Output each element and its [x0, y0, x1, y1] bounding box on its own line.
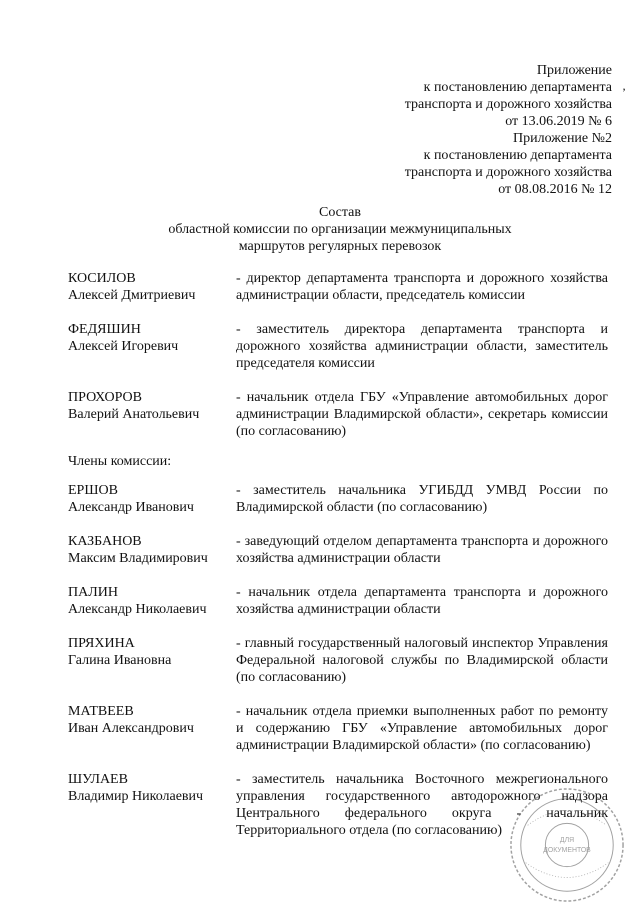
- member-role: - главный государственный налоговый инспектор Управления Федеральной налоговой службы по Владимирской области (по согласованию): [236, 636, 608, 685]
- member-name: [68, 584, 236, 618]
- member-given-name: Алексей Дмитриевич: [68, 288, 196, 303]
- member-surname: ЕРШОВ: [68, 483, 118, 498]
- header-line: к постановлению департамента: [423, 80, 612, 95]
- member-role: - заместитель директора департамента транспорта и дорожного хозяйства администрации области, заместитель председателя комиссии: [236, 322, 608, 371]
- member-name: [68, 533, 236, 567]
- member-role: - начальник отдела департамента транспорта и дорожного хозяйства администрации области: [236, 585, 608, 617]
- member-surname: ШУЛАЕВ: [68, 772, 128, 787]
- member-role: - директор департамента транспорта и дорожного хозяйства администрации области, председатель комиссии: [236, 271, 608, 303]
- header-line: транспорта и дорожного хозяйства: [404, 165, 612, 180]
- member-role: - заместитель начальника УГИБДД УМВД России по Владимирской области (по согласованию): [236, 483, 608, 515]
- header-line: Приложение №2: [513, 131, 612, 146]
- seal-stamp: [508, 786, 626, 904]
- member-surname: КОСИЛОВ: [68, 271, 136, 286]
- header-line: от 08.08.2016 № 12: [498, 182, 612, 197]
- header-line: к постановлению департамента: [423, 148, 612, 163]
- title-line: областной комиссии по организации межмуниципальных: [168, 222, 512, 237]
- commission-list: [68, 270, 608, 856]
- member-given-name: Владимир Николаевич: [68, 789, 204, 804]
- members-heading: Члены комиссии:: [68, 454, 172, 469]
- header-line: от 13.06.2019 № 6: [505, 114, 612, 129]
- header-line: Приложение: [536, 63, 612, 78]
- member-given-name: Максим Владимирович: [68, 551, 208, 566]
- member-surname: ПАЛИН: [68, 585, 118, 600]
- member-row: [68, 703, 608, 754]
- svg-text:ДЛЯ: ДЛЯ: [559, 837, 575, 845]
- title-line: маршрутов регулярных перевозок: [238, 239, 442, 254]
- member-row: [68, 270, 608, 304]
- member-role: - заместитель начальника Восточного межрегионального управления государственного автодорожного надзора Центрального федерального округа - начальник Территориального отдела (по согласованию): [236, 772, 608, 838]
- member-name: [68, 482, 236, 516]
- member-row: [68, 584, 608, 618]
- member-given-name: Александр Николаевич: [68, 602, 207, 617]
- member-row: [68, 533, 608, 567]
- member-name: [68, 389, 236, 440]
- member-given-name: Иван Александрович: [68, 721, 194, 736]
- member-row: [68, 482, 608, 516]
- member-row: [68, 321, 608, 372]
- member-surname: ФЕДЯШИН: [68, 322, 141, 337]
- member-surname: ПРЯХИНА: [68, 636, 135, 651]
- member-role: - начальник отдела приемки выполненных работ по ремонту и содержанию ГБУ «Управление автомобильных дорог администрации Владимирской области» (по согласованию): [236, 704, 608, 753]
- member-given-name: Галина Ивановна: [68, 653, 172, 668]
- member-name: [68, 635, 236, 686]
- appendix-header: [330, 62, 612, 198]
- header-line: транспорта и дорожного хозяйства: [404, 97, 612, 112]
- member-row: [68, 635, 608, 686]
- svg-text:ДОКУМЕНТОВ: ДОКУМЕНТОВ: [543, 846, 591, 854]
- member-name: [68, 703, 236, 754]
- member-row: [68, 389, 608, 440]
- member-given-name: Валерий Анатольевич: [68, 407, 200, 422]
- member-given-name: Алексей Игоревич: [68, 339, 179, 354]
- margin-mark: ’: [622, 85, 626, 99]
- member-name: [68, 270, 236, 304]
- member-role: - заведующий отделом департамента транспорта и дорожного хозяйства администрации области: [236, 534, 608, 566]
- member-name: [68, 321, 236, 372]
- member-surname: ПРОХОРОВ: [68, 390, 142, 405]
- document-title: [60, 204, 620, 255]
- member-given-name: Александр Иванович: [68, 500, 194, 515]
- member-name: [68, 771, 236, 839]
- title-line: Состав: [318, 205, 361, 220]
- member-surname: МАТВЕЕВ: [68, 704, 134, 719]
- member-role: - начальник отдела ГБУ «Управление автомобильных дорог администрации Владимирской области», секретарь комиссии (по согласованию): [236, 390, 608, 439]
- member-surname: КАЗБАНОВ: [68, 534, 142, 549]
